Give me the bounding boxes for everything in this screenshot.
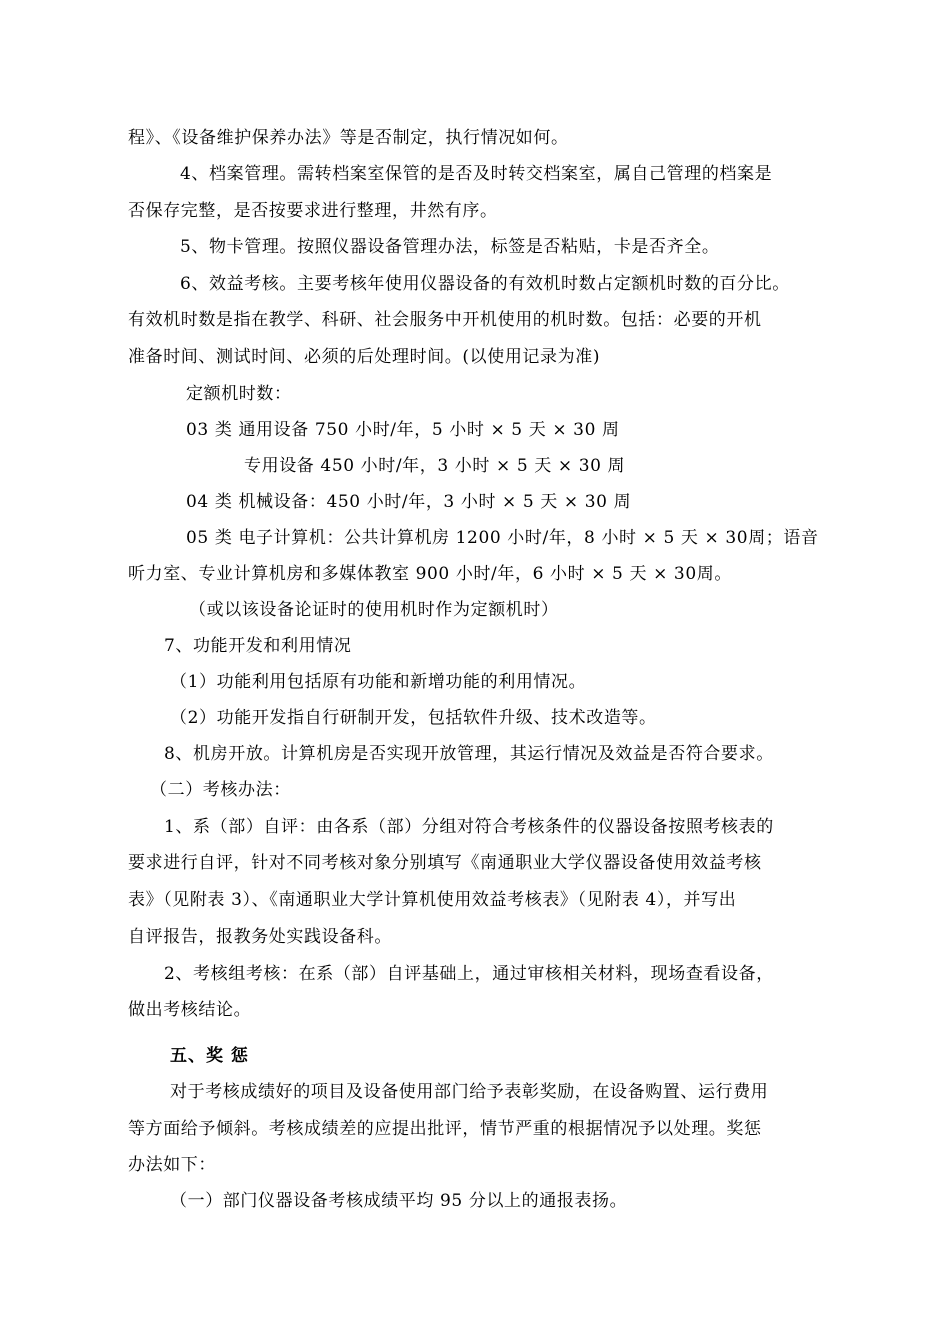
text-line-1: 程》、《设备维护保养办法》等是否制定，执行情况如何。 [128, 128, 569, 148]
text-line-7: 准备时间、测试时间、必须的后处理时间。(以使用记录为准) [128, 347, 601, 367]
text-line-3: 否保存完整，是否按要求进行整理，井然有序。 [128, 201, 498, 221]
text-line-18: 8、机房开放。计算机房是否实现开放管理，其运行情况及效益是否符合要求。 [164, 744, 774, 764]
text-line-4: 5、物卡管理。按照仪器设备管理办法，标签是否粘贴，卡是否齐全。 [180, 237, 720, 257]
text-line-20: 1、系（部）自评：由各系（部）分组对符合考核条件的仪器设备按照考核表的 [164, 817, 774, 837]
text-line-28: 等方面给予倾斜。考核成绩差的应提出批评，情节严重的根据情况予以处理。奖惩 [128, 1119, 762, 1139]
text-line-2: 4、档案管理。需转档案室保管的是否及时转交档案室，属自己管理的档案是 [180, 164, 773, 184]
text-line-25: 做出考核结论。 [128, 1000, 252, 1020]
text-line-19: （二）考核办法： [150, 780, 291, 800]
text-line-12: 05 类 电子计算机：公共计算机房 1200 小时/年，8 小时 × 5 天 × 30周；语音 [186, 528, 819, 548]
text-line-24: 2、考核组考核：在系（部）自评基础上，通过审核相关材料，现场查看设备， [164, 964, 774, 984]
text-line-16: （1）功能利用包括原有功能和新增功能的利用情况。 [170, 672, 587, 692]
text-line-9: 03 类 通用设备 750 小时/年，5 小时 × 5 天 × 30 周 [186, 420, 620, 440]
text-line-21: 要求进行自评，针对不同考核对象分别填写《南通职业大学仪器设备使用效益考核 [128, 853, 762, 873]
section-heading: 五、奖 惩 [170, 1046, 249, 1066]
text-line-11: 04 类 机械设备：450 小时/年，3 小时 × 5 天 × 30 周 [186, 492, 632, 512]
text-line-17: （2）功能开发指自行研制开发，包括软件升级、技术改造等。 [170, 708, 657, 728]
text-line-13: 听力室、专业计算机房和多媒体教室 900 小时/年，6 小时 × 5 天 × 30周。 [128, 564, 732, 584]
text-line-6: 有效机时数是指在教学、科研、社会服务中开机使用的机时数。包括：必要的开机 [128, 310, 762, 330]
text-line-30: （一）部门仪器设备考核成绩平均 95 分以上的通报表扬。 [170, 1191, 628, 1211]
text-line-15: 7、功能开发和利用情况 [164, 636, 352, 656]
text-line-22: 表》（见附表 3）、《南通职业大学计算机使用效益考核表》（见附表 4），并写出 [128, 890, 737, 910]
text-line-23: 自评报告，报教务处实践设备科。 [128, 927, 392, 947]
text-line-27: 对于考核成绩好的项目及设备使用部门给予表彰奖励，在设备购置、运行费用 [170, 1082, 769, 1102]
text-line-5: 6、效益考核。主要考核年使用仪器设备的有效机时数占定额机时数的百分比。 [180, 274, 790, 294]
text-line-8: 定额机时数： [186, 384, 292, 404]
text-line-10: 专用设备 450 小时/年，3 小时 × 5 天 × 30 周 [244, 456, 626, 476]
text-line-14: （或以该设备论证时的使用机时作为定额机时） [189, 600, 559, 620]
text-line-29: 办法如下： [128, 1155, 216, 1175]
